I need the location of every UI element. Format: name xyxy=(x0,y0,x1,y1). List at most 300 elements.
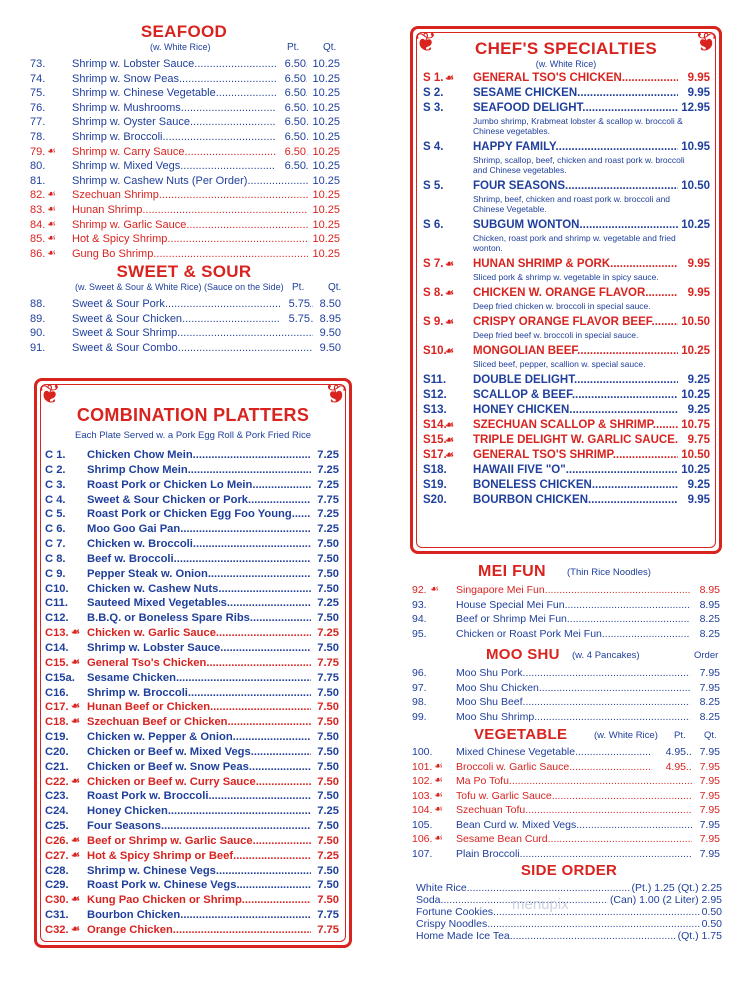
price: 7.50 xyxy=(311,789,339,804)
item-number: 78. xyxy=(30,130,46,143)
item-number: 84. xyxy=(30,218,46,231)
menu-item-row xyxy=(30,86,350,101)
corner-scroll-icon: ❦ xyxy=(415,27,437,57)
price: 8.95 xyxy=(690,583,720,598)
item-name: Shrimp w. Broccoli ..... xyxy=(87,686,313,701)
item-name: SESAME CHICKEN ..... xyxy=(473,86,693,101)
item-number: 105. xyxy=(412,818,433,831)
item-number: 85. xyxy=(30,233,46,246)
item-name: Ma Po Tofu ..... xyxy=(456,774,704,789)
item-description: Deep fried chicken w. broccoli in special sauce. xyxy=(473,301,651,311)
item-number: S 5. xyxy=(423,180,444,192)
item-name: Szechuan Beef or Chicken ..... xyxy=(87,715,313,730)
hot-spicy-icon: ☙ xyxy=(445,73,454,84)
item-name: Home Made Ice Tea ..... xyxy=(416,930,722,942)
item-name: SZECHUAN SCALLOP & SHRIMP ..... xyxy=(473,418,693,433)
item-name: Chicken or Roast Pork Mei Fun ..... xyxy=(456,627,704,642)
menu-item-row xyxy=(412,598,722,613)
price: 7.25 xyxy=(311,626,339,641)
item-number: C22. xyxy=(45,775,69,788)
menu-item-row xyxy=(412,695,722,710)
price-quart: 7.95 xyxy=(692,803,720,818)
item-name: Sesame Chicken ..... xyxy=(87,671,313,686)
item-number: 88. xyxy=(30,298,46,310)
item-description: Jumbo shrimp, Krabmeat lobster & scallop w. broccoli & Chinese vegetables. xyxy=(473,116,683,136)
item-number: C18. xyxy=(45,716,69,729)
menu-item-row xyxy=(30,101,350,116)
price: (Can) 1.00 (2 Liter) 2.95 xyxy=(609,894,722,906)
item-number: 104. xyxy=(412,804,433,816)
moo-shu-subtitle: (w. 4 Pancakes) xyxy=(572,650,640,661)
item-name: Shrimp w. Mushrooms ..... xyxy=(72,101,312,116)
price-quart: 7.95 xyxy=(692,818,720,833)
menu-item-row xyxy=(423,315,713,330)
menu-item-row xyxy=(45,671,341,686)
hot-spicy-icon: ☙ xyxy=(71,716,80,728)
hot-spicy-icon: ☙ xyxy=(71,834,80,846)
price: 7.50 xyxy=(311,686,339,701)
price: 7.25 xyxy=(311,522,339,537)
item-name: Singapore Mei Fun ..... xyxy=(456,583,704,598)
menu-item-row xyxy=(423,101,713,116)
price-pint: 6.50 xyxy=(276,115,306,130)
item-number: C27. xyxy=(45,849,69,862)
price: 8.25 xyxy=(690,612,720,627)
menu-item-row xyxy=(45,700,341,715)
item-number: C30. xyxy=(45,894,69,907)
item-number: 90. xyxy=(30,327,46,340)
hot-spicy-icon: ☙ xyxy=(445,435,454,446)
price: (Pt.) 1.25 (Qt.) 2.25 xyxy=(631,882,722,894)
item-number: S10. xyxy=(423,345,447,357)
chef-title: CHEF'S SPECIALTIES xyxy=(475,39,657,58)
price: 7.75 xyxy=(311,671,339,686)
item-number: C 2. xyxy=(45,463,66,476)
item-name: Broccoli w. Garlic Sauce ..... xyxy=(456,760,704,775)
item-number: C11. xyxy=(45,597,69,610)
price-quart: 7.95 xyxy=(692,745,720,760)
item-number: 106. xyxy=(412,833,433,845)
menu-item-row xyxy=(45,522,341,537)
item-number: S14. xyxy=(423,419,447,431)
item-number: C12. xyxy=(45,612,69,625)
item-description: Sliced beef, pepper, scallion w. special sauce. xyxy=(473,359,646,369)
item-name: HONEY CHICKEN ..... xyxy=(473,403,693,418)
item-name: Shrimp w. Chinese Vegetable ..... xyxy=(72,86,312,101)
menu-item-row xyxy=(45,849,341,864)
item-number: S 9. xyxy=(423,316,444,328)
item-name: GENERAL TSO'S CHICKEN ..... xyxy=(473,71,693,86)
sweet-sour-col-pt: Pt. xyxy=(292,282,305,293)
item-name: Bourbon Chicken ..... xyxy=(87,908,313,923)
item-number: C 6. xyxy=(45,523,66,536)
vegetable-list xyxy=(412,745,722,861)
menu-item-row xyxy=(412,627,722,642)
price: 9.25 xyxy=(678,373,710,388)
hot-spicy-icon: ☙ xyxy=(445,346,454,357)
item-name: Fortune Cookies ..... xyxy=(416,906,722,918)
item-name: Moo Shu Shrimp ..... xyxy=(456,710,704,725)
price: 10.25 xyxy=(678,388,710,403)
item-number: 74. xyxy=(30,72,46,85)
chef-list xyxy=(423,71,713,508)
menu-item-row xyxy=(423,463,713,478)
mei-fun-title: MEI FUN xyxy=(478,563,546,580)
menu-item-row xyxy=(45,923,341,938)
menu-item-row xyxy=(30,145,350,160)
item-number: 91. xyxy=(30,341,46,354)
item-number: S15. xyxy=(423,434,447,446)
item-name: Roast Pork w. Chinese Vegs ..... xyxy=(87,878,313,893)
price: 8.95 xyxy=(690,598,720,613)
price-pint: 6.50 xyxy=(276,72,306,87)
price: 10.25 xyxy=(678,463,710,478)
price: 9.95 xyxy=(678,493,710,508)
item-name: Sweet & Sour Chicken or Pork ..... xyxy=(87,493,313,508)
menu-item-row xyxy=(412,666,722,681)
item-name: Mixed Chinese Vegetable ..... xyxy=(456,745,704,760)
price: 7.95 xyxy=(690,666,720,681)
price-pint: 5.75 xyxy=(280,312,310,327)
price-quart: 8.50 xyxy=(313,297,341,312)
price: 9.95 xyxy=(678,71,710,86)
item-name: Shrimp w. Lobster Sauce ..... xyxy=(87,641,313,656)
price-pint: 6.50 xyxy=(276,159,306,174)
item-number: C26. xyxy=(45,834,69,847)
price: 7.50 xyxy=(311,641,339,656)
hot-spicy-icon: ☙ xyxy=(445,259,454,270)
menu-item-row xyxy=(423,373,713,388)
item-name: Shrimp w. Chinese Vegs ..... xyxy=(87,864,313,879)
menu-item-row xyxy=(30,232,350,247)
menu-item-row xyxy=(45,819,341,834)
item-number: C32. xyxy=(45,924,69,936)
vegetable-col-pt: Pt. xyxy=(674,730,686,741)
item-name: Shrimp w. Oyster Sauce ..... xyxy=(72,115,312,130)
price: 9.95 xyxy=(678,286,710,301)
price-quart: 10.25 xyxy=(308,218,340,233)
item-name: Hot & Spicy Shrimp or Beef ..... xyxy=(87,849,313,864)
item-number: 75. xyxy=(30,87,46,100)
item-name: Chicken w. Garlic Sauce ..... xyxy=(87,626,313,641)
hot-spicy-icon: ☙ xyxy=(71,849,80,861)
sweet-sour-section xyxy=(30,262,350,352)
menu-item-row xyxy=(423,218,713,233)
hot-spicy-icon: ☙ xyxy=(434,775,443,786)
hot-spicy-icon: ☙ xyxy=(71,627,80,639)
price: 7.75 xyxy=(311,493,339,508)
item-name: Moo Shu Chicken ..... xyxy=(456,681,704,696)
item-name: Shrimp w. Snow Peas ..... xyxy=(72,72,312,87)
item-name: TRIPLE DELIGHT W. GARLIC SAUCE ..... xyxy=(473,433,693,448)
item-name: Gung Bo Shrimp ..... xyxy=(72,247,312,262)
menu-item-row xyxy=(30,72,350,87)
sweet-sour-col-qt: Qt. xyxy=(328,282,342,293)
price-pint: 6.50 xyxy=(276,86,306,101)
item-number: S19. xyxy=(423,479,447,491)
price: 7.95 xyxy=(690,681,720,696)
menu-item-row xyxy=(45,878,341,893)
item-number: 95. xyxy=(412,627,427,640)
item-number: 96. xyxy=(412,667,427,679)
hot-spicy-icon: ☙ xyxy=(47,203,56,215)
price-quart: 8.95 xyxy=(313,312,341,327)
menu-item-row xyxy=(45,789,341,804)
side-order-row xyxy=(416,918,722,930)
item-name: Roast Pork or Chicken Egg Foo Young ..... xyxy=(87,507,313,522)
item-number: C 7. xyxy=(45,538,66,551)
item-name: White Rice ..... xyxy=(416,882,722,894)
mei-fun-subtitle: (Thin Rice Noodles) xyxy=(567,567,651,578)
menu-item-row xyxy=(30,188,350,203)
item-description: Shrimp, scallop, beef, chicken and roast pork w. broccoli and Chinese vegetables. xyxy=(473,155,685,175)
item-number: C10. xyxy=(45,582,69,595)
item-name: FOUR SEASONS ..... xyxy=(473,179,693,194)
item-name: CHICKEN W. ORANGE FLAVOR ..... xyxy=(473,286,693,301)
item-number: S12. xyxy=(423,389,447,401)
item-description: Sliced pork & shrimp w. vegetable in spicy sauce. xyxy=(473,272,659,282)
menu-item-row xyxy=(45,611,341,626)
item-name: Beef or Shrimp Mei Fun ..... xyxy=(456,612,704,627)
vegetable-col-qt: Qt. xyxy=(704,730,717,741)
item-name: Plain Broccoli ..... xyxy=(456,847,704,862)
item-name: SCALLOP & BEEF ..... xyxy=(473,388,693,403)
price: 9.75 xyxy=(678,433,710,448)
hot-spicy-icon: ☙ xyxy=(434,760,443,772)
item-name: Pepper Steak w. Onion ..... xyxy=(87,567,313,582)
corner-scroll-icon: ❦ xyxy=(325,379,347,409)
menu-item-row xyxy=(30,341,350,356)
item-name: Orange Chicken ..... xyxy=(87,923,313,938)
seafood-col-pt: Pt. xyxy=(287,42,300,53)
menu-item-row xyxy=(45,834,341,849)
menu-item-row xyxy=(30,247,350,262)
item-number: 82. xyxy=(30,189,46,202)
hot-spicy-icon: ☙ xyxy=(71,775,80,787)
menu-item-row xyxy=(45,686,341,701)
price-pint: 4.95 xyxy=(652,745,686,760)
menu-item-row xyxy=(412,710,722,725)
price: 7.50 xyxy=(311,864,339,879)
item-number: C23. xyxy=(45,790,69,803)
hot-spicy-icon: ☙ xyxy=(445,288,454,299)
item-name: HAWAII FIVE "O" ..... xyxy=(473,463,693,478)
item-number: C 4. xyxy=(45,493,66,506)
item-name: Szechuan Tofu ..... xyxy=(456,803,704,818)
menu-item-row xyxy=(412,803,722,818)
item-name: Soda ..... xyxy=(416,894,722,906)
item-number: 103. xyxy=(412,789,433,802)
item-name: DOUBLE DELIGHT ..... xyxy=(473,373,693,388)
side-order-row xyxy=(416,930,722,942)
item-name: Moo Shu Pork ..... xyxy=(456,666,704,681)
item-name: Beef or Shrimp w. Garlic Sauce ..... xyxy=(87,834,313,849)
item-number: S13. xyxy=(423,404,447,416)
menu-item-row xyxy=(45,507,341,522)
item-number: C25. xyxy=(45,820,69,833)
price-quart: 10.25 xyxy=(308,130,340,145)
moo-shu-col-order: Order xyxy=(694,650,719,661)
vegetable-section xyxy=(412,726,722,861)
price-quart: 10.25 xyxy=(308,174,340,189)
menu-item-row xyxy=(423,140,713,155)
price: 0.50 xyxy=(701,906,722,918)
item-number: C 1. xyxy=(45,449,66,461)
seafood-subtitle: (w. White Rice) xyxy=(150,42,211,52)
hot-spicy-icon: ☙ xyxy=(445,317,454,328)
menu-item-row xyxy=(30,115,350,130)
item-number: S11. xyxy=(423,374,447,386)
menu-item-row xyxy=(423,344,713,359)
hot-spicy-icon: ☙ xyxy=(71,894,80,906)
item-number: 76. xyxy=(30,101,46,114)
menu-item-row xyxy=(45,730,341,745)
item-name: Tofu w. Garlic Sauce ..... xyxy=(456,789,704,804)
moo-shu-list xyxy=(412,666,722,724)
menu-item-row xyxy=(412,789,722,804)
hot-spicy-icon: ☙ xyxy=(434,789,443,801)
price: 7.50 xyxy=(311,582,339,597)
menu-item-row xyxy=(30,159,350,174)
item-name: Szechuan Shrimp ..... xyxy=(72,188,312,203)
combination-subtitle: Each Plate Served w. a Pork Egg Roll & Pork Fried Rice xyxy=(74,430,312,441)
price: 7.25 xyxy=(311,478,339,493)
moo-shu-title: MOO SHU xyxy=(486,646,560,663)
item-number: C15a. xyxy=(45,671,75,684)
menu-item-row xyxy=(45,537,341,552)
menu-item-row xyxy=(412,774,722,789)
item-name: Hunan Shrimp ..... xyxy=(72,203,312,218)
menu-item-row xyxy=(412,760,722,775)
price: 12.95 xyxy=(678,101,710,116)
item-number: 89. xyxy=(30,312,46,325)
price-pint: 5.75 xyxy=(280,297,310,312)
item-number: S 6. xyxy=(423,219,444,231)
menu-item-row xyxy=(412,745,722,760)
menu-item-row xyxy=(412,681,722,696)
item-number: 79. xyxy=(30,145,46,158)
item-description: Chicken, roast pork and shrimp w. vegetable and fried wonton. xyxy=(473,233,676,253)
hot-spicy-icon: ☙ xyxy=(434,833,443,844)
price-quart: 10.25 xyxy=(308,203,340,218)
item-name: Roast Pork or Chicken Lo Mein ..... xyxy=(87,478,313,493)
price-pint: 6.50 xyxy=(276,145,306,160)
item-name: Chicken w. Broccoli ..... xyxy=(87,537,313,552)
item-number: C 8. xyxy=(45,552,66,565)
item-number: S18. xyxy=(423,464,447,476)
seafood-col-qt: Qt. xyxy=(323,42,337,53)
menu-item-row xyxy=(412,583,722,598)
price-quart: 10.25 xyxy=(308,57,340,72)
vegetable-subtitle: (w. White Rice) xyxy=(594,730,658,741)
price-pint: 4.95 xyxy=(652,760,686,775)
hot-spicy-icon: ☙ xyxy=(71,701,80,713)
item-name: Sesame Bean Curd ..... xyxy=(456,832,704,847)
item-number: C 9. xyxy=(45,567,66,580)
price-pint: 6.50 xyxy=(276,101,306,116)
item-name: Sauteed Mixed Vegetables ..... xyxy=(87,596,313,611)
menu-item-row xyxy=(45,760,341,775)
price: 10.25 xyxy=(678,344,710,359)
item-number: 93. xyxy=(412,598,427,611)
item-name: Shrimp w. Broccoli ..... xyxy=(72,130,312,145)
price-quart: 10.25 xyxy=(308,232,340,247)
menu-item-row xyxy=(423,448,713,463)
price: 7.50 xyxy=(311,834,339,849)
item-number: C 5. xyxy=(45,508,66,521)
item-name: General Tso's Chicken ..... xyxy=(87,656,313,671)
menu-item-row xyxy=(45,656,341,671)
item-number: S 8. xyxy=(423,287,444,299)
price-quart: 10.25 xyxy=(308,86,340,101)
combination-list xyxy=(45,448,341,938)
combination-title: COMBINATION PLATTERS xyxy=(76,405,310,425)
price: 7.75 xyxy=(311,923,339,938)
price-quart: 7.95 xyxy=(692,847,720,862)
menu-item-row xyxy=(423,433,713,448)
item-name: Sweet & Sour Combo ..... xyxy=(72,341,322,356)
price-quart: 7.95 xyxy=(692,774,720,789)
menu-item-row xyxy=(30,326,350,341)
menu-item-row xyxy=(45,893,341,908)
item-number: S17. xyxy=(423,449,447,461)
item-number: C14. xyxy=(45,641,69,654)
item-number: C17. xyxy=(45,701,69,714)
item-name: Sweet & Sour Pork ..... xyxy=(72,297,322,312)
item-name: Bean Curd w. Mixed Vegs ..... xyxy=(456,818,704,833)
item-number: S 2. xyxy=(423,87,444,99)
side-order-title: SIDE ORDER xyxy=(520,862,618,879)
item-number: 94. xyxy=(412,613,427,625)
item-number: 99. xyxy=(412,710,427,723)
hot-spicy-icon: ☙ xyxy=(47,145,56,157)
hot-spicy-icon: ☙ xyxy=(71,656,80,668)
hot-spicy-icon: ☙ xyxy=(47,233,56,245)
price: 7.50 xyxy=(311,760,339,775)
menu-item-row xyxy=(412,612,722,627)
item-name: Shrimp w. Cashew Nuts (Per Order) ..... xyxy=(72,174,312,189)
menu-item-row xyxy=(412,818,722,833)
hot-spicy-icon: ☙ xyxy=(47,218,56,230)
price: 9.95 xyxy=(678,257,710,272)
hot-spicy-icon: ☙ xyxy=(445,450,454,461)
hot-spicy-icon: ☙ xyxy=(47,189,56,201)
menu-item-row xyxy=(45,463,341,478)
item-number: C13. xyxy=(45,627,69,640)
sweet-sour-list xyxy=(30,297,350,355)
price: 10.50 xyxy=(678,448,710,463)
price: 10.50 xyxy=(678,179,710,194)
item-name: House Special Mei Fun ..... xyxy=(456,598,704,613)
price: 9.95 xyxy=(678,86,710,101)
item-number: 86. xyxy=(30,247,46,260)
price: 9.25 xyxy=(678,403,710,418)
item-number: C20. xyxy=(45,745,69,758)
menu-item-row xyxy=(45,582,341,597)
menu-item-row xyxy=(412,832,722,847)
item-name: HAPPY FAMILY ..... xyxy=(473,140,693,155)
item-number: 100. xyxy=(412,746,433,758)
hot-spicy-icon: ☙ xyxy=(47,247,56,259)
menu-item-row xyxy=(45,745,341,760)
menu-item-row xyxy=(423,403,713,418)
seafood-list xyxy=(30,57,350,261)
menu-item-row xyxy=(30,130,350,145)
menu-item-row xyxy=(423,286,713,301)
moo-shu-section xyxy=(412,646,722,724)
price-quart: 9.50 xyxy=(313,341,341,356)
item-number: 102. xyxy=(412,775,433,787)
